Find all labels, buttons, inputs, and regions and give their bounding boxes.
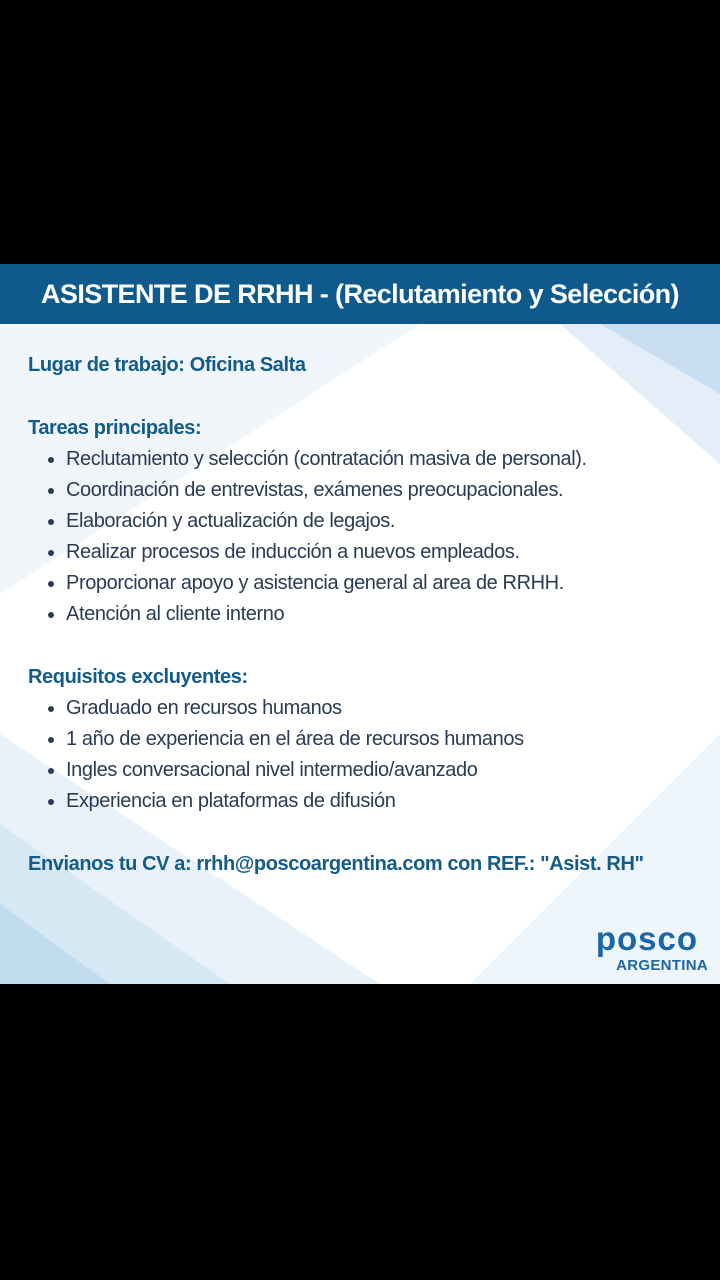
contact-line: Envianos tu CV a: rrhh@poscoargentina.com con REF.: "Asist. RH" xyxy=(28,853,644,875)
requirements-list xyxy=(28,693,708,817)
location-line: Lugar de trabajo: Oficina Salta xyxy=(28,354,306,376)
tasks-list xyxy=(28,444,708,630)
task-text: Realizar procesos de inducción a nuevos empleados. xyxy=(66,541,520,563)
bullet-icon xyxy=(48,768,54,774)
bullet-icon xyxy=(48,488,54,494)
bullet-icon xyxy=(48,612,54,618)
bullet-icon xyxy=(48,519,54,525)
bullet-icon xyxy=(48,737,54,743)
requirement-text: Ingles conversacional nivel intermedio/avanzado xyxy=(66,759,478,781)
requirement-text: Graduado en recursos humanos xyxy=(66,697,342,719)
bullet-icon xyxy=(48,581,54,587)
list-item xyxy=(28,724,708,755)
list-item xyxy=(28,506,708,537)
task-text: Atención al cliente interno xyxy=(66,603,285,625)
bullet-icon xyxy=(48,550,54,556)
list-item xyxy=(28,786,708,817)
requirements-heading: Requisitos excluyentes: xyxy=(28,666,248,688)
task-text: Reclutamiento y selección (contratación masiva de personal). xyxy=(66,448,587,470)
job-title: ASISTENTE DE RRHH - (Reclutamiento y Selección) xyxy=(41,278,679,309)
bullet-icon xyxy=(48,457,54,463)
list-item xyxy=(28,537,708,568)
bullet-icon xyxy=(48,799,54,805)
list-item xyxy=(28,475,708,506)
task-text: Coordinación de entrevistas, exámenes preocupacionales. xyxy=(66,479,564,501)
title-bar xyxy=(0,264,720,324)
job-post-image xyxy=(0,264,720,984)
requirement-text: Experiencia en plataformas de difusión xyxy=(66,790,396,812)
requirement-text: 1 año de experiencia en el área de recursos humanos xyxy=(66,728,524,750)
tasks-heading: Tareas principales: xyxy=(28,417,202,439)
list-item xyxy=(28,755,708,786)
bullet-icon xyxy=(48,706,54,712)
job-details xyxy=(28,350,708,880)
logo-wordmark: posco xyxy=(595,920,698,957)
list-item xyxy=(28,444,708,475)
task-text: Elaboración y actualización de legajos. xyxy=(66,510,396,532)
list-item xyxy=(28,693,708,724)
logo-subtitle: ARGENTINA xyxy=(616,957,708,974)
list-item xyxy=(28,599,708,630)
task-text: Proporcionar apoyo y asistencia general al area de RRHH. xyxy=(66,572,564,594)
posco-logo xyxy=(568,922,708,976)
list-item xyxy=(28,568,708,599)
